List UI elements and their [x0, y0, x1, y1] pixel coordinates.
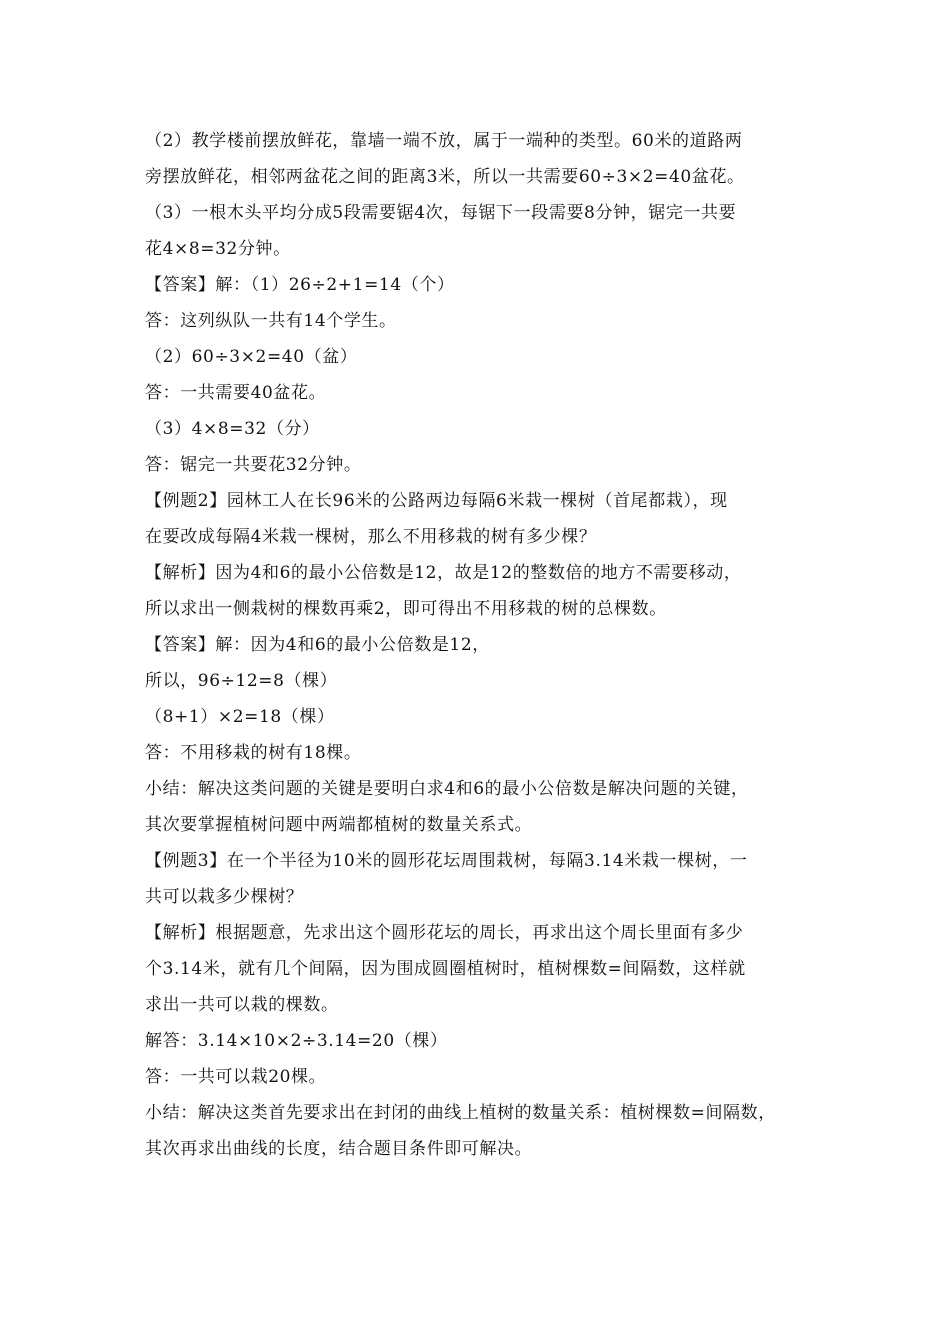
text-line: 【解析】根据题意，先求出这个圆形花坛的周长，再求出这个周长里面有多少 [145, 923, 744, 943]
text-line: 【解析】因为4和6的最小公倍数是12，故是12的整数倍的地方不需要移动， [145, 563, 742, 583]
text-line: 小结：解决这类首先要求出在封闭的曲线上植树的数量关系：植树棵数=间隔数， [145, 1103, 776, 1123]
text-line: 解答：3.14×10×2÷3.14=20（棵） [145, 1031, 448, 1051]
text-line: 【答案】解：（1）26÷2+1=14（个） [145, 275, 455, 295]
text-line: 【例题3】在一个半径为10米的圆形花坛周围栽树，每隔3.14米栽一棵树，一 [145, 851, 748, 871]
text-line: （2）教学楼前摆放鲜花，靠墙一端不放，属于一端种的类型。60米的道路两 [145, 131, 743, 151]
text-line: （3）一根木头平均分成5段需要锯4次，每锯下一段需要8分钟，锯完一共要 [145, 203, 737, 223]
text-line: （3）4×8=32（分） [145, 419, 320, 439]
text-line: 小结：解决这类问题的关键是要明白求4和6的最小公倍数是解决问题的关键， [145, 779, 749, 799]
text-line: 花4×8=32分钟。 [145, 239, 291, 259]
text-line: 个3.14米，就有几个间隔，因为围成圆圈植树时，植树棵数=间隔数，这样就 [145, 959, 746, 979]
text-line: 所以求出一侧栽树的棵数再乘2，即可得出不用移栽的树的总棵数。 [145, 599, 667, 619]
text-line: （2）60÷3×2=40（盆） [145, 347, 358, 367]
text-line: 所以，96÷12=8（棵） [145, 671, 338, 691]
text-line: （8+1）×2=18（棵） [145, 707, 335, 727]
text-line: 答：锯完一共要花32分钟。 [145, 455, 362, 475]
text-line: 求出一共可以栽的棵数。 [145, 995, 339, 1015]
text-line: 旁摆放鲜花，相邻两盆花之间的距离3米，所以一共需要60÷3×2=40盆花。 [145, 167, 745, 187]
text-line: 答：一共可以栽20棵。 [145, 1067, 327, 1087]
document-body [145, 123, 825, 1167]
text-line: 答：这列纵队一共有14个学生。 [145, 311, 397, 331]
text-line: 答：不用移栽的树有18棵。 [145, 743, 362, 763]
text-line: 【答案】解：因为4和6的最小公倍数是12， [145, 635, 490, 655]
text-line: 其次再求出曲线的长度，结合题目条件即可解决。 [145, 1139, 533, 1159]
text-line: 在要改成每隔4米栽一棵树，那么不用移栽的树有多少棵？ [145, 527, 597, 547]
text-line: 答：一共需要40盆花。 [145, 383, 327, 403]
text-line: 【例题2】园林工人在长96米的公路两边每隔6米栽一棵树（首尾都栽），现 [145, 491, 728, 511]
text-line: 共可以栽多少棵树？ [145, 887, 304, 907]
text-line: 其次要掌握植树问题中两端都植树的数量关系式。 [145, 815, 533, 835]
